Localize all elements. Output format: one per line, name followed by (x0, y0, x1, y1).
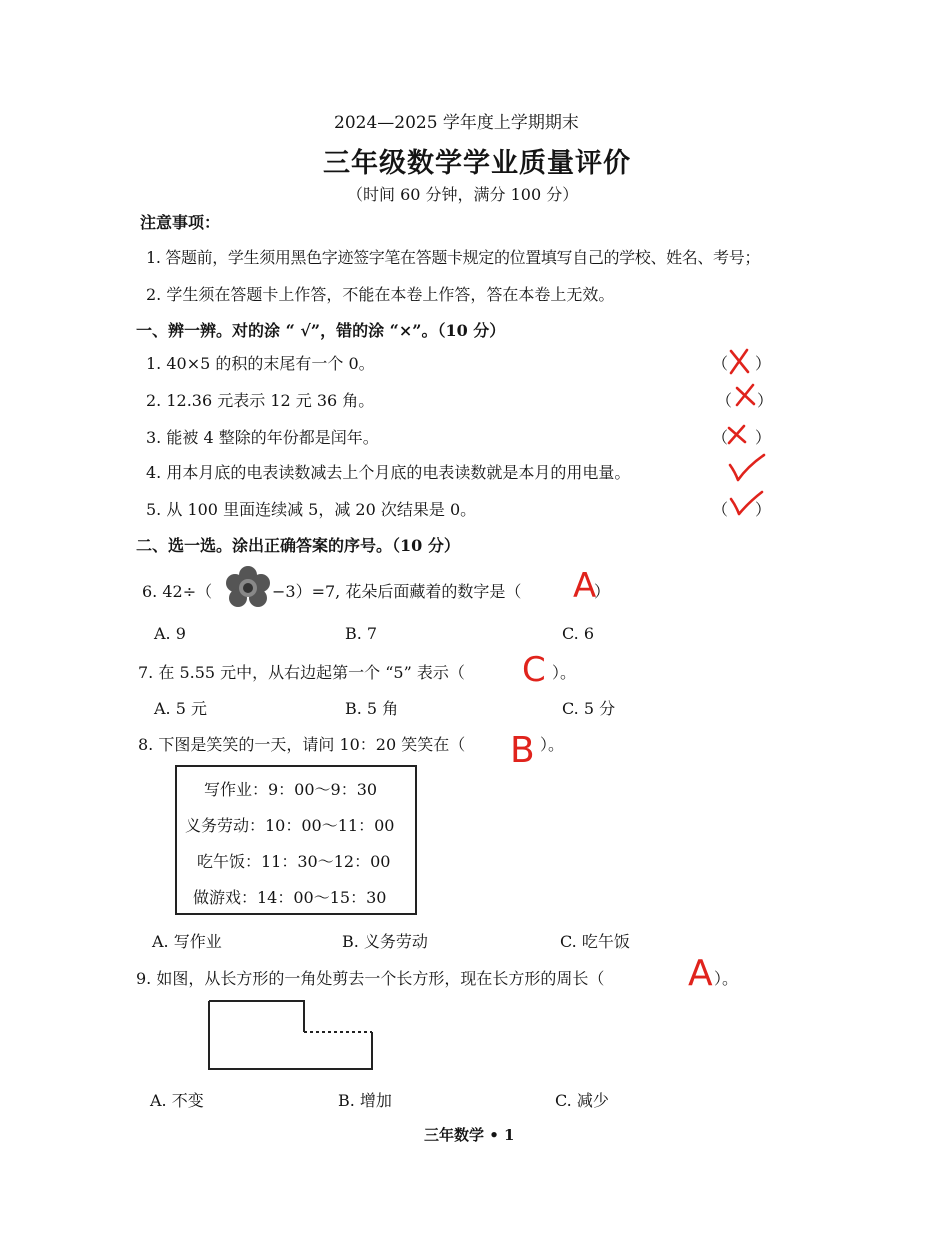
flower-icon (224, 566, 272, 610)
exam-title: 三年级数学学业质量评价 (323, 148, 631, 179)
q6-answer: A (573, 566, 597, 606)
option-c: C. 吃午饭 (560, 932, 630, 951)
judge-item: 5. 从 100 里面连续减 5，减 20 次结果是 0。 (146, 500, 477, 519)
option-a: A. 不变 (150, 1091, 204, 1110)
cut-rectangle-figure (200, 994, 390, 1074)
answer-paren-open: （ (712, 500, 729, 519)
cross-mark-icon (729, 426, 745, 443)
check-mark-icon (731, 492, 762, 514)
cross-mark-icon (737, 385, 754, 405)
note-item: 1. 答题前，学生须用黑色字迹签字笔在答题卡规定的位置填写自己的学校、姓名、考号； (146, 248, 761, 267)
option-c: C. 5 分 (562, 699, 616, 718)
option-c: C. 6 (562, 624, 595, 643)
notes-heading: 注意事项： (140, 213, 221, 232)
answer-paren-close: ） (755, 354, 772, 373)
q6-prefix: 6. 42÷（ (142, 582, 213, 601)
q6-suffix: −3）=7, 花朵后面藏着的数字是（ (272, 582, 522, 601)
judge-item: 2. 12.36 元表示 12 元 36 角。 (146, 391, 375, 410)
q7-close: ）。 (552, 663, 577, 682)
q8-close: ）。 (540, 735, 565, 754)
answer-paren-open: （ (712, 428, 729, 447)
answer-paren-open: （ (716, 391, 733, 410)
answer-paren-open: （ (712, 354, 729, 373)
judge-item: 1. 40×5 的积的末尾有一个 0。 (146, 354, 375, 373)
option-a: A. 9 (154, 624, 186, 643)
section2-heading: 二、选一选。涂出正确答案的序号。（10 分） (136, 536, 460, 555)
option-c: C. 减少 (555, 1091, 609, 1110)
option-b: B. 义务劳动 (342, 932, 428, 951)
q7-answer: C (522, 650, 546, 690)
option-a: A. 5 元 (154, 699, 207, 718)
cross-mark-icon (731, 350, 748, 373)
q8-question: 8. 下图是笑笑的一天，请问 10：20 笑笑在（ (138, 735, 466, 754)
schedule-row: 吃午饭：11：30～12：00 (197, 852, 391, 871)
q9-question: 9. 如图，从长方形的一角处剪去一个长方形，现在长方形的周长（ (136, 969, 605, 988)
option-b: B. 5 角 (345, 699, 399, 718)
option-a: A. 写作业 (152, 932, 222, 951)
answer-paren-close: ） (757, 391, 774, 410)
exam-year-line: 2024—2025 学年度上学期期末 (334, 113, 579, 133)
option-b: B. 增加 (338, 1091, 392, 1110)
schedule-row: 写作业：9：00～9：30 (204, 780, 378, 799)
judge-item: 4. 用本月底的电表读数减去上个月底的电表读数就是本月的用电量。 (146, 463, 631, 482)
handwritten-marks (0, 0, 950, 560)
answer-paren-close: ） (755, 500, 772, 519)
q6-close: ） (594, 582, 611, 601)
schedule-row: 义务劳动：10：00～11：00 (185, 816, 395, 835)
judge-item: 3. 能被 4 整除的年份都是闰年。 (146, 428, 379, 447)
page-footer: 三年数学 • 1 (424, 1126, 515, 1144)
schedule-row: 做游戏：14：00～15：30 (193, 888, 387, 907)
section1-heading: 一、辨一辨。对的涂 “ √”，错的涂 “×”。（10 分） (136, 321, 506, 340)
exam-subtitle: （时间 60 分钟，满分 100 分） (347, 185, 579, 204)
answer-paren-close: ） (755, 428, 772, 447)
schedule-box (175, 765, 417, 915)
q9-close: ）。 (714, 969, 739, 988)
option-b: B. 7 (345, 624, 378, 643)
q9-answer: A (688, 953, 713, 994)
q8-answer: B (510, 730, 535, 771)
note-item: 2. 学生须在答题卡上作答，不能在本卷上作答，答在本卷上无效。 (146, 285, 615, 304)
q7-question: 7. 在 5.55 元中，从右边起第一个 “5” 表示（ (138, 663, 465, 682)
check-mark-icon (730, 455, 764, 480)
